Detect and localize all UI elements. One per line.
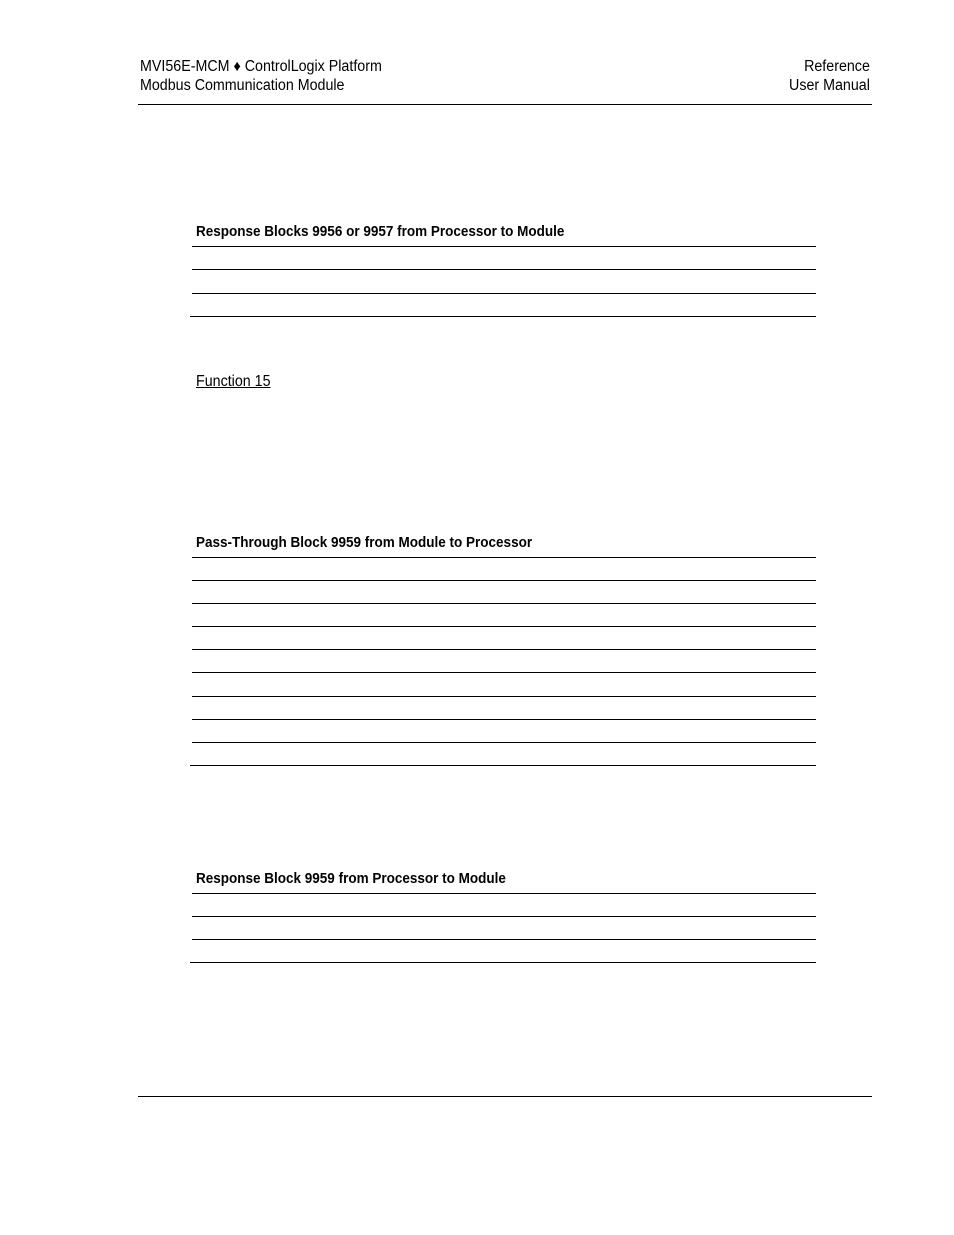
table-row	[192, 603, 816, 604]
table-row	[192, 719, 816, 720]
table-bottom-rule	[190, 316, 816, 317]
table-row	[192, 649, 816, 650]
table-row	[192, 269, 816, 270]
table-title-response-9959: Response Block 9959 from Processor to Module	[196, 870, 506, 887]
header-rule	[138, 104, 872, 105]
table-row	[192, 893, 816, 894]
table-row	[192, 557, 816, 558]
table-row	[192, 742, 816, 743]
header-product-name: MVI56E-MCM ♦ ControlLogix Platform	[140, 58, 382, 75]
header-doc-info	[789, 57, 870, 95]
table-row	[192, 626, 816, 627]
table-row	[192, 696, 816, 697]
function-15-link[interactable]: Function 15	[196, 373, 271, 390]
table-row	[192, 939, 816, 940]
header-doc-type: User Manual	[789, 77, 870, 94]
table-row	[192, 916, 816, 917]
table-row	[192, 293, 816, 294]
table-bottom-rule	[190, 765, 816, 766]
header-section-name: Reference	[804, 58, 870, 75]
table-title-pass-through-9959: Pass-Through Block 9959 from Module to Processor	[196, 534, 533, 551]
table-row	[192, 672, 816, 673]
table-row	[192, 580, 816, 581]
header-product-info	[140, 57, 382, 95]
header-module-name: Modbus Communication Module	[140, 77, 345, 94]
footer-rule	[138, 1096, 872, 1097]
table-row	[192, 246, 816, 247]
table-bottom-rule	[190, 962, 816, 963]
table-title-response-9956-9957: Response Blocks 9956 or 9957 from Processor to Module	[196, 223, 565, 240]
